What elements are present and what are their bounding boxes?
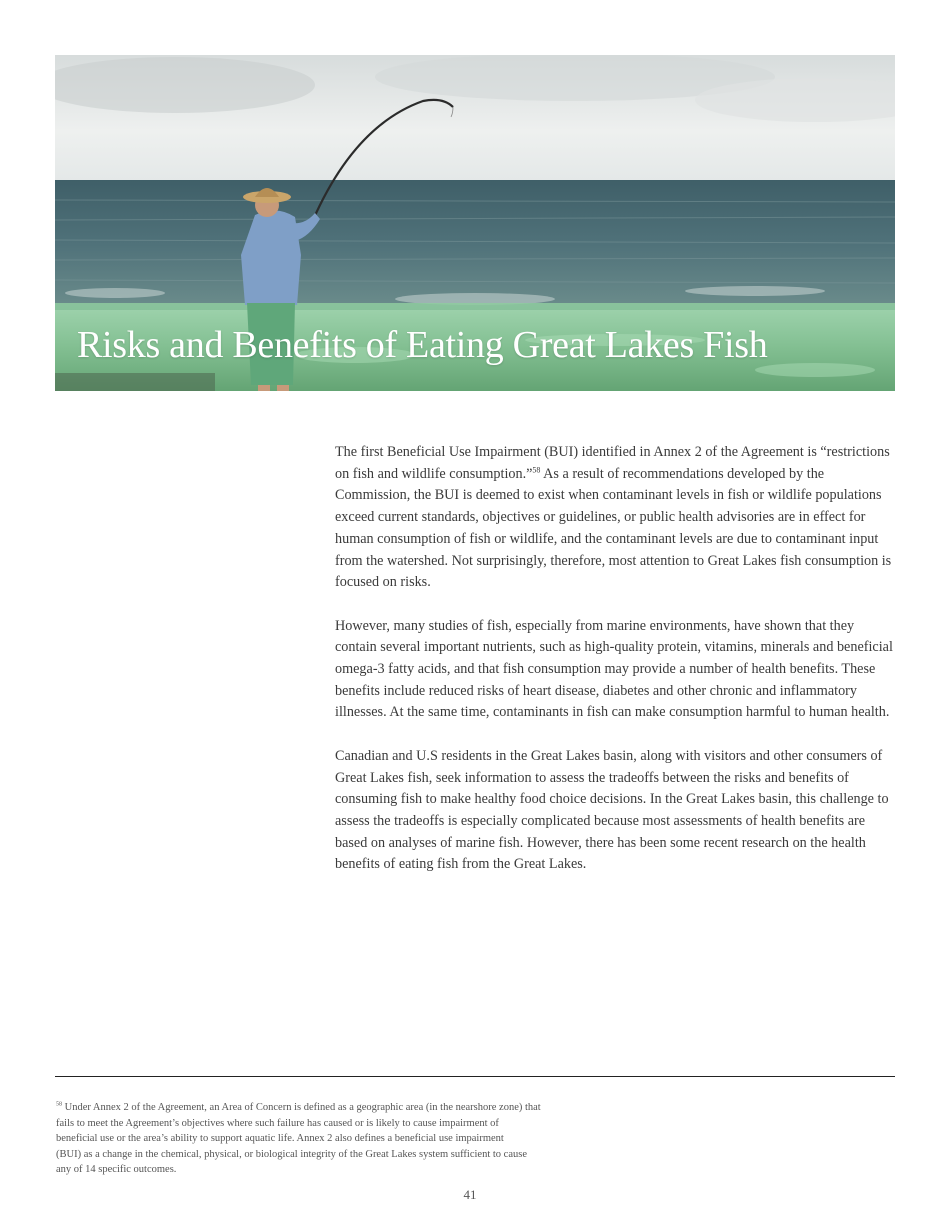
footnote-number: 58 (56, 1101, 62, 1108)
paragraph-1-text-end: As a result of recommendations developed by the Commission, the BUI is deemed to exist when contaminant levels in fish or wildlife populations exceed current standards, objectives or guidelines, or public health advisories are in effect for human consumption of fish or wildlife, and the contaminant levels are due to contaminant input from the watershed. Not surprisingly, therefore, most attention to Great Lakes fish consumption is focused on risks. (335, 465, 892, 591)
page-number: 41 (463, 1187, 477, 1202)
main-body-text (335, 442, 897, 898)
footnote-line-3: beneficial use or the area’s ability to support aquatic life. Annex 2 also defines a beneficial use impairment (56, 1133, 504, 1145)
footnote-divider (55, 1076, 895, 1077)
body-paragraph-2: However, many studies of fish, especially from marine environments, have shown that they contain several important nutrients, such as high-quality protein, vitamins, minerals and beneficial omega-3 fatty acids, and that fish consumption may provide a number of health benefits. These benefits include reduced risks of heart disease, diabetes and other chronic and inflammatory illnesses. At the same time, contaminants in fish can make consumption harmful to human health. (335, 617, 893, 721)
footnote-line-5: any of 14 specific outcomes. (56, 1164, 177, 1176)
footnote-line-1-text: Under Annex 2 of the Agreement, an Area of Concern is defined as a geographic area (in the nearshore zone) that (62, 1102, 541, 1113)
body-paragraph-1 (335, 442, 897, 594)
footnote-line-4: (BUI) as a change in the chemical, physical, or biological integrity of the Great Lakes system sufficient to cause (56, 1148, 527, 1160)
page-title: Risks and Benefits of Eating Great Lakes Fish (77, 324, 768, 366)
footnote-line-1 (56, 1100, 616, 1116)
paragraph-1-text-start: The first Beneficial Use Impairment (BUI) identified in Annex 2 of the Agreement is “restrictions on fish and wildlife consumption.” (335, 444, 890, 482)
hero-banner (55, 55, 895, 391)
footnote (56, 1100, 616, 1178)
body-paragraph-3: Canadian and U.S residents in the Great Lakes basin, along with visitors and other consumers of Great Lakes fish, seek information to assess the tradeoffs between the risks and benefits of consuming fish to make healthy food choice decisions. In the Great Lakes basin, this challenge to assess the tradeoffs is especially complicated because most assessments of health benefits are based on analyses of marine fish. However, there has been some recent research on the health benefits of eating fish from the Great Lakes. (335, 747, 889, 873)
footnote-line-2: fails to meet the Agreement’s objectives where such failure has caused or is likely to cause impairment of (56, 1117, 499, 1129)
footnote-reference[interactable]: 58 (532, 464, 541, 474)
